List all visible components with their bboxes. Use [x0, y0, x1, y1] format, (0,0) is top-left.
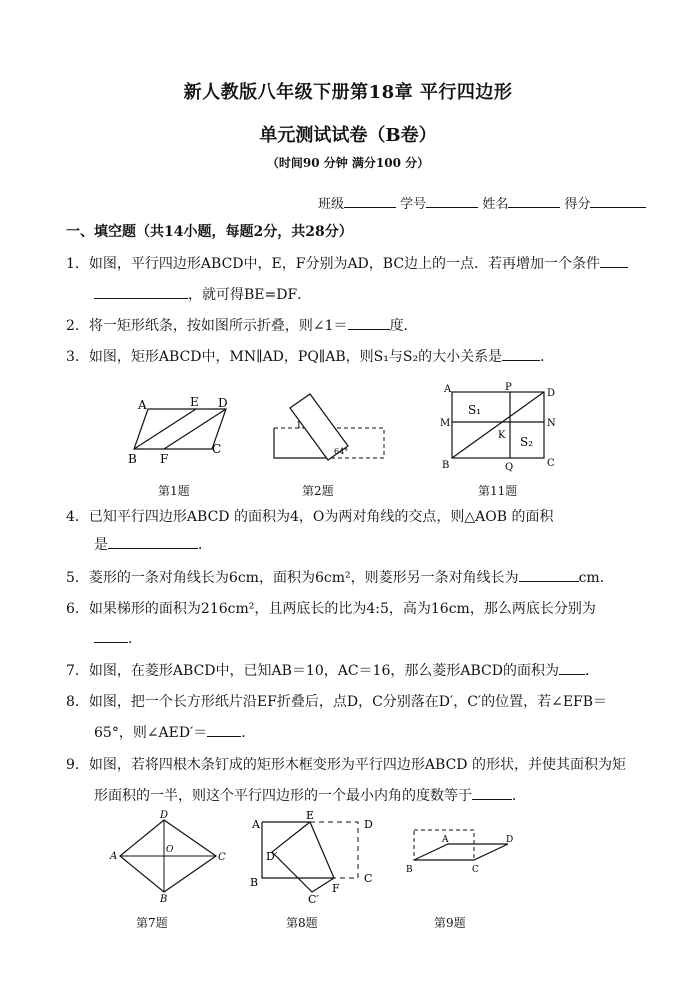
- question-4: [66, 506, 553, 526]
- label-a: A: [442, 835, 449, 845]
- label-f: F: [332, 882, 340, 895]
- name-label: 姓名: [482, 197, 509, 212]
- label-n: N: [547, 418, 556, 429]
- question-text: ．: [241, 725, 256, 741]
- answer-blank: [472, 785, 512, 800]
- figure-q9: [400, 822, 520, 880]
- label-b: B: [250, 876, 259, 889]
- question-7: [66, 660, 599, 680]
- question-number: 9．: [66, 757, 89, 773]
- question-text: ，就可得BE=DF．: [188, 287, 312, 303]
- question-9-cont: [94, 785, 526, 805]
- question-text: 将一矩形纸条，按如图所示折叠，则∠1＝: [88, 318, 348, 334]
- question-number: 6．: [66, 601, 89, 617]
- question-8: [66, 691, 607, 711]
- question-1-cont: [94, 284, 311, 304]
- label-a: A: [252, 818, 260, 831]
- question-text: 菱形的一条对角线长为6cm，面积为6cm²，则菱形另一条对角线长为: [88, 570, 519, 586]
- paper-subtitle: 单元测试试卷（B卷）: [259, 125, 437, 146]
- label-p: P: [505, 382, 512, 393]
- answer-blank: [94, 628, 128, 643]
- question-number: 4．: [66, 509, 89, 525]
- label-e: E: [306, 809, 315, 822]
- label-m: M: [440, 418, 451, 429]
- question-9: [66, 754, 626, 774]
- answer-blank: [348, 315, 390, 330]
- label-c: C: [547, 458, 555, 469]
- label-b: B: [160, 894, 168, 902]
- question-number: 7．: [66, 663, 89, 679]
- caption-q8: 第8题: [286, 916, 318, 930]
- label-s1: S₁: [468, 403, 482, 417]
- figure-q2: [268, 390, 388, 466]
- question-4-cont: [94, 534, 212, 554]
- question-text: ．: [128, 631, 142, 647]
- answer-blank: [502, 346, 540, 361]
- question-number: 2．: [66, 318, 89, 334]
- question-number: 1．: [66, 256, 89, 272]
- question-6-cont: [94, 628, 142, 648]
- label-c: C: [212, 442, 222, 456]
- question-text: 度．: [389, 318, 418, 334]
- caption-q7: 第7题: [136, 916, 168, 930]
- label-q: Q: [505, 462, 514, 472]
- label-e: E: [190, 395, 199, 409]
- answer-blank: [108, 534, 198, 549]
- question-text: 65°，则∠AED′＝: [94, 725, 208, 741]
- answer-blank: [600, 253, 628, 268]
- label-b: B: [128, 452, 137, 465]
- question-text: 形面积的一半，则这个平行四边形的一个最小内角的度数等于: [94, 788, 472, 804]
- question-number: 5．: [66, 570, 89, 586]
- answer-blank: [559, 660, 585, 675]
- question-5: [66, 567, 614, 587]
- number-label: 学号: [400, 197, 427, 212]
- label-c-prime: C′: [308, 893, 319, 904]
- label-o: O: [166, 845, 174, 855]
- label-f: F: [160, 452, 169, 465]
- question-text: 如图，矩形ABCD中，MN∥AD，PQ∥AB，则S₁与S₂的大小关系是: [88, 349, 503, 365]
- question-text: ．: [198, 537, 212, 553]
- label-c: C: [472, 865, 479, 875]
- question-3: [66, 346, 554, 366]
- figure-q11: [438, 380, 558, 472]
- question-text: ．: [540, 349, 555, 365]
- label-c: C: [218, 852, 226, 863]
- question-text: ．: [512, 788, 526, 804]
- answer-blank: [207, 722, 241, 737]
- question-1: [66, 253, 628, 273]
- question-number: 3．: [66, 349, 89, 365]
- caption-q11: 第11题: [478, 484, 518, 498]
- answer-blank: [94, 284, 188, 299]
- question-text: 如图，若将四根木条钉成的矩形木框变形为平行四边形ABCD 的形状，并使其面积为矩: [88, 757, 626, 773]
- number-blank: [426, 194, 478, 208]
- label-b: B: [406, 865, 413, 875]
- question-text: 如果梯形的面积为216cm²，且两底长的比为4:5，高为16cm，那么两底长分别为: [88, 601, 596, 617]
- score-blank: [590, 194, 646, 208]
- answer-blank: [519, 567, 579, 582]
- label-d: D: [160, 810, 169, 821]
- question-text: 如图，把一个长方形纸片沿EF折叠后，点D，C分别落在D′，C′的位置，若∠EFB＝: [88, 694, 608, 710]
- caption-q2: 第2题: [302, 484, 334, 498]
- label-a: A: [444, 384, 452, 395]
- label-s2: S₂: [520, 435, 534, 449]
- angle-64-label: 64°: [334, 447, 349, 456]
- figure-q1: [126, 393, 238, 465]
- class-label: 班级: [318, 197, 345, 212]
- label-d: D: [506, 835, 514, 845]
- question-text: cm．: [578, 570, 614, 586]
- name-blank: [508, 194, 560, 208]
- caption-q1: 第1题: [158, 484, 190, 498]
- question-text: 如图，平行四边形ABCD中，E，F分别为AD，BC边上的一点．若再增加一个条件: [88, 256, 601, 272]
- label-k: K: [498, 430, 506, 441]
- label-d-prime: D′: [266, 850, 278, 863]
- caption-q9: 第9题: [434, 916, 466, 930]
- time-note: （时间90 分钟 满分100 分）: [266, 156, 430, 170]
- angle-1-label: 1: [296, 421, 302, 431]
- question-text: 已知平行四边形ABCD 的面积为4，O为两对角线的交点，则△AOB 的面积: [88, 509, 554, 525]
- score-label: 得分: [564, 197, 591, 212]
- question-text: 如图，在菱形ABCD中，已知AB＝10，AC＝16，那么菱形ABCD的面积为: [88, 663, 559, 679]
- label-d: D: [547, 388, 556, 399]
- question-text: ．: [584, 663, 599, 679]
- label-c: C: [364, 872, 373, 885]
- label-b: B: [442, 460, 450, 471]
- section-title: 一、填空题（共14小题，每题2分，共28分）: [66, 224, 353, 240]
- question-6: [66, 598, 596, 618]
- question-8-cont: [94, 722, 255, 742]
- label-a: A: [110, 851, 118, 862]
- question-text: 是: [94, 537, 108, 553]
- question-number: 8．: [66, 694, 89, 710]
- label-d: D: [364, 818, 373, 831]
- figure-q7: [108, 810, 228, 902]
- label-d: D: [218, 396, 228, 410]
- question-2: [66, 315, 418, 335]
- class-blank: [344, 194, 396, 208]
- paper-title: 新人教版八年级下册第18章 平行四边形: [183, 82, 513, 103]
- label-a: A: [138, 398, 147, 412]
- figure-q8: [248, 808, 380, 904]
- student-info-row: [318, 193, 646, 212]
